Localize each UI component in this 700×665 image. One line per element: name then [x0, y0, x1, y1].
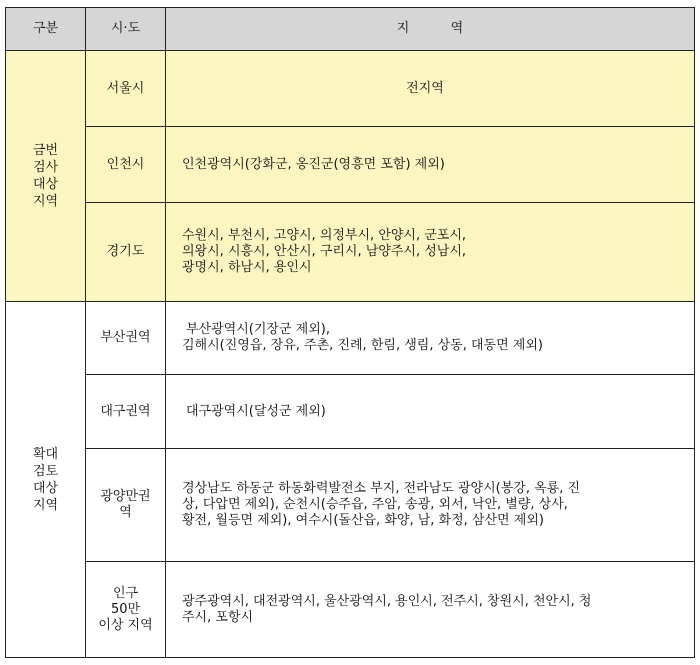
- sido-cell: [86, 127, 166, 203]
- region-cell: [166, 302, 695, 375]
- sido-cell: [86, 302, 166, 375]
- region-text: 김해시(진영읍, 장유, 주촌, 진례, 한림, 생림, 상동, 대동면 제외): [182, 338, 543, 353]
- header-region-label: 지 역: [396, 21, 464, 36]
- region-text: 황전, 월등면 제외), 여수시(돌산읍, 화양, 남, 화정, 삼산면 제외): [182, 513, 544, 528]
- table-row: [6, 302, 695, 375]
- region-text: 주시, 포항시: [182, 609, 254, 625]
- group-label-line: 검사: [32, 160, 59, 175]
- sido-label: 50만: [110, 601, 141, 617]
- sido-label: 이상 지역: [98, 617, 153, 633]
- region-cell: [166, 449, 695, 562]
- sido-label: 인천시: [106, 156, 145, 172]
- sido-cell: [86, 562, 166, 658]
- region-text: 경상남도 하동군 하동화력발전소 부지, 전라남도 광양시(봉강, 옥룡, 진: [182, 481, 581, 496]
- group-label-line: 검토: [32, 463, 59, 479]
- region-cell: [166, 375, 695, 449]
- region-text: 대구광역시(달성군 제외): [186, 403, 326, 419]
- sido-label: 인구: [112, 585, 139, 601]
- table-row: [6, 203, 695, 302]
- region-text: 광주광역시, 대전광역시, 울산광역시, 용인시, 전주시, 창원시, 천안시, 청: [182, 593, 592, 609]
- table-row: [6, 449, 695, 562]
- header-province: 시·도: [86, 8, 166, 51]
- table-row: [6, 127, 695, 203]
- sido-cell: [86, 375, 166, 449]
- region-cell: [166, 51, 695, 127]
- sido-cell: [86, 51, 166, 127]
- region-text: 부산광역시(기장군 제외),: [186, 322, 330, 337]
- group-cell-expand: [6, 302, 86, 658]
- table-row: [6, 375, 695, 449]
- region-text: 수원시, 부천시, 고양시, 의정부시, 안양시, 군포시,: [182, 228, 467, 243]
- sido-label: 경기도: [106, 244, 145, 259]
- sido-cell: [86, 203, 166, 302]
- sido-label: 부산권역: [100, 330, 151, 345]
- group-label-line: 지역: [32, 194, 59, 209]
- region-text: 상, 다압면 제외), 순천시(승주읍, 주암, 송광, 외서, 낙안, 별량, 상사,: [182, 497, 568, 512]
- group-label-line: 대상: [32, 480, 59, 496]
- table-row: [6, 51, 695, 127]
- group-label-line: 금번: [32, 143, 59, 158]
- table-row: [6, 562, 695, 658]
- header-row: [6, 8, 695, 51]
- sido-label: 역: [119, 505, 132, 520]
- group-label-line: 확대: [32, 446, 59, 462]
- header-region: [166, 8, 695, 51]
- region-cell: [166, 203, 695, 302]
- group-cell-ban: [6, 51, 86, 302]
- group-label-line: 대상: [32, 177, 59, 192]
- region-text: 의왕시, 시흥시, 안산시, 구리시, 남양주시, 성남시,: [182, 244, 467, 259]
- region-table: [5, 7, 695, 658]
- sido-label: 대구권역: [100, 403, 151, 419]
- sido-label: 서울시: [106, 80, 145, 96]
- region-text: 인천광역시(강화군, 옹진군(영흥면 포함) 제외): [182, 156, 445, 172]
- sido-cell: [86, 449, 166, 562]
- region-text: 광명시, 하남시, 용인시: [182, 260, 312, 275]
- region-cell: [166, 127, 695, 203]
- region-cell: [166, 562, 695, 658]
- group-label-line: 지역: [32, 497, 59, 513]
- region-text: 전지역: [406, 80, 444, 96]
- header-category: 구분: [6, 8, 86, 51]
- sido-label: 광양만권: [100, 489, 151, 504]
